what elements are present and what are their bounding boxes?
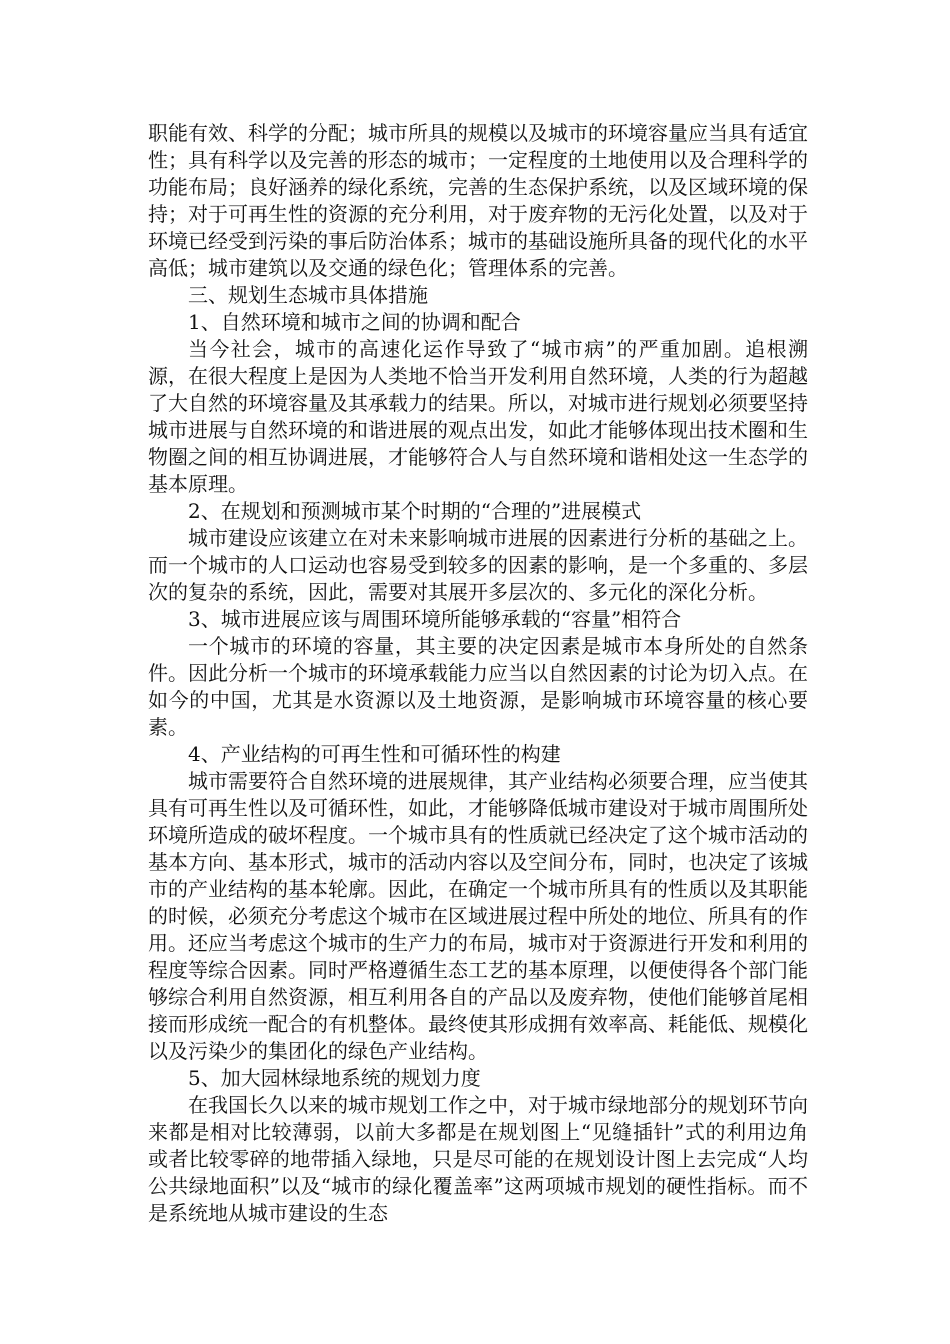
subheading-2: 2、在规划和预测城市某个时期的“合理的”进展模式 (188, 499, 642, 523)
subheading-3: 3、城市进展应该与周围环境所能够承载的“容量”相符合 (188, 607, 682, 631)
document-body (148, 120, 808, 1227)
subheading-4: 4、产业结构的可再生性和可循环性的构建 (188, 742, 561, 766)
body-paragraph-continued: 职能有效、科学的分配；城市所具的规模以及城市的环境容量应当具有适宜性；具有科学以及完善的形态的城市；一定程度的土地使用以及合理科学的功能布局；良好涵养的绿化系统，完善的生态保护系统，以及区域环境的保持；对于可再生性的资源的充分利用，对于废弃物的无污化处置，以及对于环境已经受到污染的事后防治体系；城市的基础设施所具备的现代化的水平高低；城市建筑以及交通的绿色化；管理体系的完善。 (148, 121, 808, 280)
body-paragraph-3: 一个城市的环境的容量，其主要的决定因素是城市本身所处的自然条件。因此分析一个城市的环境承载能力应当以自然因素的讨论为切入点。在如今的中国，尤其是水资源以及土地资源，是影响城市环境容量的核心要素。 (148, 634, 808, 739)
body-paragraph-5: 在我国长久以来的城市规划工作之中，对于城市绿地部分的规划环节向来都是相对比较薄弱，以前大多都是在规划图上“见缝插针”式的利用边角或者比较零碎的地带插入绿地，只是尽可能的在规划设计图上去完成“人均公共绿地面积”以及“城市的绿化覆盖率”这两项城市规划的硬性指标。而不是系统地从城市建设的生态 (148, 1093, 808, 1225)
subheading-1: 1、自然环境和城市之间的协调和配合 (188, 310, 521, 334)
body-paragraph-4: 城市需要符合自然环境的进展规律，其产业结构必须要合理，应当使其具有可再生性以及可循环性，如此，才能够降低城市建设对于城市周围所处环境所造成的破坏程度。一个城市具有的性质就已经决定了这个城市活动的基本方向、基本形式，城市的活动内容以及空间分布，同时，也决定了该城市的产业结构的基本轮廓。因此，在确定一个城市所具有的性质以及其职能的时候，必须充分考虑这个城市在区域进展过程中所处的地位、所具有的作用。还应当考虑这个城市的生产力的布局，城市对于资源进行开发和利用的程度等综合因素。同时严格遵循生态工艺的基本原理，以便使得各个部门能够综合利用自然资源，相互利用各自的产品以及废弃物，使他们能够首尾相接而形成统一配合的有机整体。最终使其形成拥有效率高、耗能低、规模化以及污染少的集团化的绿色产业结构。 (148, 769, 808, 1063)
subheading-5: 5、加大园林绿地系统的规划力度 (188, 1066, 481, 1090)
body-paragraph-2: 城市建设应该建立在对未来影响城市进展的因素进行分析的基础之上。而一个城市的人口运动也容易受到较多的因素的影响，是一个多重的、多层次的复杂的系统，因此，需要对其展开多层次的、多元化的深化分析。 (148, 526, 808, 604)
body-paragraph-1: 当今社会，城市的高速化运作导致了“城市病”的严重加剧。追根溯源，在很大程度上是因为人类地不恰当开发利用自然环境，人类的行为超越了大自然的环境容量及其承载力的结果。所以，对城市进行规划必须要坚持城市进展与自然环境的和谐进展的观点出发，如此才能够体现出技术圈和生物圈之间的相互协调进展，才能够符合人与自然环境和谐相处这一生态学的基本原理。 (148, 337, 808, 496)
section-heading-measures: 三、规划生态城市具体措施 (188, 283, 428, 307)
